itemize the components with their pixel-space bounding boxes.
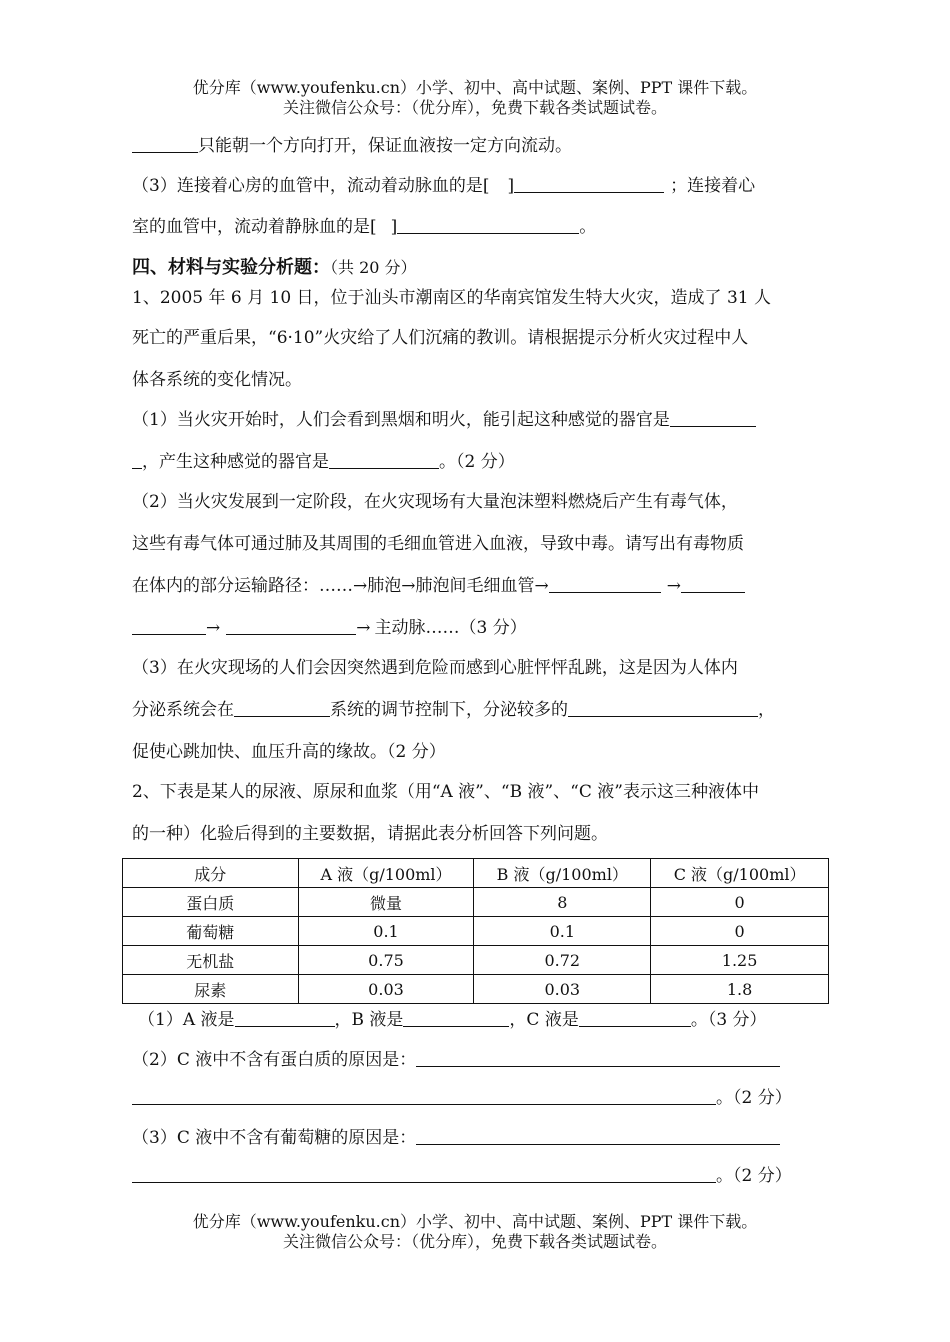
table-cell: 0 bbox=[651, 917, 829, 946]
answer-blank[interactable] bbox=[226, 616, 356, 635]
q2-sub2-line1 bbox=[132, 1048, 822, 1072]
q1-part3-line2 bbox=[132, 698, 822, 722]
q2-sub3-line2 bbox=[132, 1164, 822, 1188]
q2-sub1-text-d: 。（3 分） bbox=[690, 1010, 767, 1030]
valve-text: 只能朝一个方向打开，保证血液按一定方向流动。 bbox=[198, 136, 572, 156]
arrow-icon: → bbox=[666, 576, 681, 596]
q1-part3-line1: （3）在火灾现场的人们会因突然遇到危险而感到心脏怦怦乱跳，这是因为人体内 bbox=[132, 658, 738, 678]
table-cell: 微量 bbox=[298, 888, 474, 917]
q2-intro-line1: 2、下表是某人的尿液、原尿和血浆（用“A 液”、“B 液”、“C 液”表示这三种液体中 bbox=[132, 782, 759, 802]
arrow-icon: → bbox=[356, 618, 371, 638]
table-cell: 1.25 bbox=[651, 946, 829, 975]
answer-blank[interactable] bbox=[416, 1126, 780, 1145]
arrow-icon: → bbox=[353, 576, 368, 596]
table-cell: 0.75 bbox=[298, 946, 474, 975]
data-table bbox=[122, 858, 829, 1004]
answer-blank[interactable] bbox=[579, 1008, 691, 1027]
q2-sub2-end: 。（2 分） bbox=[716, 1088, 792, 1108]
q1-part2-path-end: 主动脉……（3 分） bbox=[374, 618, 527, 638]
q1-part2-line3 bbox=[132, 574, 822, 598]
table-cell: 0.72 bbox=[474, 946, 651, 975]
table-cell: 8 bbox=[474, 888, 651, 917]
table-cell: 0.1 bbox=[474, 917, 651, 946]
q2-intro-line2: 的一种）化验后得到的主要数据，请据此表分析回答下列问题。 bbox=[132, 824, 608, 844]
table-row bbox=[123, 888, 829, 917]
prev-q3-text-f: 。 bbox=[579, 217, 597, 237]
q2-sub1-text-c: ，C 液是 bbox=[509, 1010, 579, 1030]
answer-blank[interactable] bbox=[234, 698, 330, 717]
answer-blank[interactable] bbox=[397, 215, 579, 234]
q2-sub1-text-b: ，B 液是 bbox=[334, 1010, 404, 1030]
prev-q3-line1 bbox=[132, 174, 822, 198]
q1-part2-path-start: 在体内的部分运输路径：…… bbox=[132, 576, 353, 596]
table-cell: 0.03 bbox=[474, 975, 651, 1004]
page-footer-line2: 关注微信公众号：（优分库），免费下载各类试题试卷。 bbox=[282, 1232, 667, 1251]
arrow-icon: → bbox=[206, 618, 221, 638]
q1-part2-line2: 这些有毒气体可通过肺及其周围的毛细血管进入血液，导致中毒。请写出有毒物质 bbox=[132, 534, 744, 554]
q1-part1-text-c: 。（2 分） bbox=[439, 452, 515, 472]
q1-intro-line1: 1、2005 年 6 月 10 日，位于汕头市潮南区的华南宾馆发生特大火灾，造成了 31 人 bbox=[132, 288, 771, 308]
section-score: （共 20 分） bbox=[330, 258, 417, 277]
q2-sub2-text: （2）C 液中不含有蛋白质的原因是： bbox=[132, 1050, 417, 1070]
prev-q3-text-c: ；连接着心 bbox=[670, 176, 756, 196]
prev-q3-text-e: ] bbox=[390, 217, 398, 237]
section-title bbox=[132, 256, 822, 280]
q2-sub1-text-a: （1）A 液是 bbox=[138, 1010, 235, 1030]
table-header-cell: 成分 bbox=[123, 859, 299, 888]
q1-part2-line1: （2）当火灾发展到一定阶段，在火灾现场有大量泡沫塑料燃烧后产生有毒气体， bbox=[132, 492, 738, 512]
q1-intro-line3: 体各系统的变化情况。 bbox=[132, 370, 302, 390]
table-cell: 尿素 bbox=[123, 975, 299, 1004]
page-header-line2: 关注微信公众号：（优分库），免费下载各类试题试卷。 bbox=[282, 98, 667, 117]
table-row bbox=[123, 917, 829, 946]
q1-part3-text-d: ， bbox=[758, 700, 775, 720]
answer-blank[interactable] bbox=[514, 174, 664, 193]
prev-q3-text-a: （3）连接着心房的血管中，流动着动脉血的是[ bbox=[132, 176, 490, 196]
table-header-cell: C 液（g/100ml） bbox=[651, 859, 829, 888]
answer-blank[interactable] bbox=[568, 698, 758, 717]
table-header-row bbox=[123, 859, 829, 888]
q1-intro-line2: 死亡的严重后果，“6·10”火灾给了人们沉痛的教训。请根据提示分析火灾过程中人 bbox=[132, 328, 749, 348]
answer-blank[interactable] bbox=[235, 1008, 335, 1027]
section-title-text: 四、材料与实验分析题： bbox=[132, 257, 330, 278]
table-cell: 0 bbox=[651, 888, 829, 917]
answer-blank[interactable] bbox=[329, 450, 439, 469]
answer-blank[interactable] bbox=[403, 1008, 509, 1027]
prev-q3-text-b: ] bbox=[507, 176, 515, 196]
answer-blank[interactable] bbox=[132, 1164, 716, 1183]
answer-blank[interactable] bbox=[132, 616, 206, 635]
q1-part1-line1 bbox=[132, 408, 822, 432]
q1-part1-text-b: ，产生这种感觉的器官是 bbox=[142, 452, 329, 472]
valve-line bbox=[132, 134, 822, 158]
answer-blank[interactable] bbox=[670, 408, 756, 427]
page-footer-line1: 优分库（www.youfenku.cn）小学、初中、高中试题、案例、PPT 课件下载。 bbox=[192, 1212, 758, 1231]
page-header-line1: 优分库（www.youfenku.cn）小学、初中、高中试题、案例、PPT 课件下载。 bbox=[192, 78, 758, 97]
q2-sub1-line bbox=[138, 1008, 828, 1032]
answer-blank[interactable] bbox=[416, 1048, 780, 1067]
table-cell: 0.1 bbox=[298, 917, 474, 946]
answer-blank[interactable] bbox=[681, 574, 745, 593]
q1-part2-line4 bbox=[132, 616, 822, 640]
answer-blank[interactable] bbox=[132, 450, 142, 469]
answer-blank[interactable] bbox=[132, 134, 198, 153]
q1-part3-text-b: 分泌系统会在 bbox=[132, 700, 234, 720]
q1-part3-line3: 促使心跳加快、血压升高的缘故。（2 分） bbox=[132, 742, 446, 762]
answer-blank[interactable] bbox=[549, 574, 661, 593]
table-cell: 1.8 bbox=[651, 975, 829, 1004]
q1-part1-text-a: （1）当火灾开始时，人们会看到黑烟和明火，能引起这种感觉的器官是 bbox=[132, 410, 670, 430]
q1-part2-capillary: 肺泡间毛细血管 bbox=[415, 576, 535, 596]
table-row bbox=[123, 975, 829, 1004]
q1-part2-alveoli: 肺泡 bbox=[367, 576, 402, 596]
table-cell: 0.03 bbox=[298, 975, 474, 1004]
table-row bbox=[123, 946, 829, 975]
arrow-icon: → bbox=[534, 576, 549, 596]
prev-q3-text-d: 室的血管中，流动着静脉血的是[ bbox=[132, 217, 377, 237]
answer-blank[interactable] bbox=[132, 1086, 716, 1105]
q2-sub3-text: （3）C 液中不含有葡萄糖的原因是： bbox=[132, 1128, 417, 1148]
q1-part1-line2 bbox=[132, 450, 822, 474]
table-header-cell: B 液（g/100ml） bbox=[474, 859, 651, 888]
table-header-cell: A 液（g/100ml） bbox=[298, 859, 474, 888]
prev-q3-line2 bbox=[132, 215, 822, 239]
arrow-icon: → bbox=[401, 576, 416, 596]
table-cell: 葡萄糖 bbox=[123, 917, 299, 946]
table-cell: 无机盐 bbox=[123, 946, 299, 975]
q1-part3-text-c: 系统的调节控制下，分泌较多的 bbox=[330, 700, 568, 720]
q2-sub3-line1 bbox=[132, 1126, 822, 1150]
q2-sub2-line2 bbox=[132, 1086, 822, 1110]
table-cell: 蛋白质 bbox=[123, 888, 299, 917]
q2-sub3-end: 。（2 分） bbox=[716, 1166, 792, 1186]
